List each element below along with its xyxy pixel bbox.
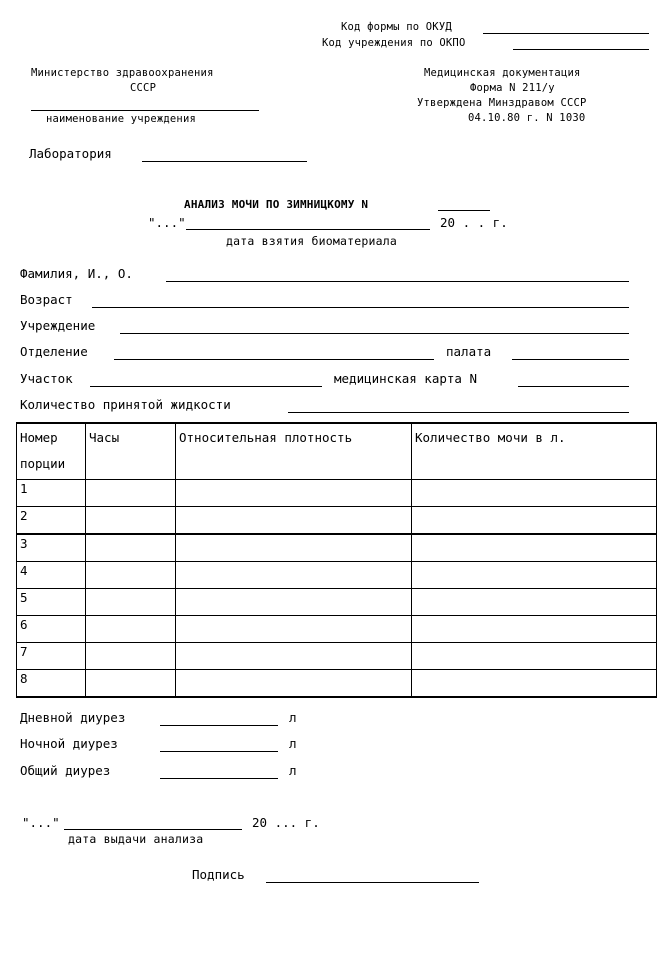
table-row xyxy=(17,507,657,535)
volume-cell[interactable] xyxy=(412,480,657,507)
table-row xyxy=(17,480,657,507)
table-row xyxy=(17,616,657,643)
header-density: Относительная плотность xyxy=(176,423,412,480)
approved-label: Утверждена Минздравом СССР xyxy=(417,97,587,109)
issue-caption: дата выдачи анализа xyxy=(68,832,204,846)
total-diuresis-field[interactable] xyxy=(160,778,278,779)
lab-field[interactable] xyxy=(142,161,307,162)
hours-cell[interactable] xyxy=(86,589,176,616)
density-cell[interactable] xyxy=(176,562,412,589)
density-cell[interactable] xyxy=(176,616,412,643)
issue-date-field[interactable] xyxy=(64,829,242,830)
okpo-label: Код учреждения по ОКПО xyxy=(322,37,466,49)
approved-date: 04.10.80 г. N 1030 xyxy=(468,112,586,124)
portion-number: 8 xyxy=(17,670,86,698)
age-field[interactable] xyxy=(92,307,629,308)
med-card-label: медицинская карта N xyxy=(334,371,477,386)
table-row xyxy=(17,589,657,616)
density-cell[interactable] xyxy=(176,507,412,535)
analysis-number-field[interactable] xyxy=(438,210,490,211)
age-label: Возраст xyxy=(20,292,73,307)
signature-label: Подпись xyxy=(192,867,245,882)
institution-name-field[interactable] xyxy=(31,110,259,111)
volume-cell[interactable] xyxy=(412,507,657,535)
volume-cell[interactable] xyxy=(412,670,657,698)
ward-label: палата xyxy=(446,344,492,359)
hours-cell[interactable] xyxy=(86,670,176,698)
lab-label: Лаборатория xyxy=(29,146,112,161)
portion-number: 7 xyxy=(17,643,86,670)
fio-label: Фамилия, И., О. xyxy=(20,266,133,281)
date-open-quote: "..." xyxy=(148,215,186,230)
density-cell[interactable] xyxy=(176,643,412,670)
issue-open-quote: "..." xyxy=(22,815,60,830)
okud-label: Код формы по ОКУД xyxy=(341,21,452,33)
ward-field[interactable] xyxy=(512,359,629,360)
portion-number: 5 xyxy=(17,589,86,616)
volume-cell[interactable] xyxy=(412,534,657,562)
institution-field[interactable] xyxy=(120,333,629,334)
med-card-field[interactable] xyxy=(518,386,629,387)
density-cell[interactable] xyxy=(176,589,412,616)
ministry-label: Министерство здравоохранения xyxy=(31,67,214,79)
night-diuresis-unit: л xyxy=(289,736,297,751)
hours-cell[interactable] xyxy=(86,643,176,670)
table-row xyxy=(17,562,657,589)
portion-number: 2 xyxy=(17,507,86,535)
portion-number: 1 xyxy=(17,480,86,507)
volume-cell[interactable] xyxy=(412,589,657,616)
form-number: Форма N 211/у xyxy=(470,82,555,94)
hours-cell[interactable] xyxy=(86,507,176,535)
density-cell[interactable] xyxy=(176,480,412,507)
med-doc-label: Медицинская документация xyxy=(424,67,581,79)
table-row xyxy=(17,643,657,670)
department-field[interactable] xyxy=(114,359,434,360)
portion-number: 4 xyxy=(17,562,86,589)
total-diuresis-unit: л xyxy=(289,763,297,778)
institution-label: Учреждение xyxy=(20,318,96,333)
hours-cell[interactable] xyxy=(86,562,176,589)
volume-cell[interactable] xyxy=(412,616,657,643)
day-diuresis-label: Дневной диурез xyxy=(20,710,126,725)
table-row xyxy=(17,670,657,698)
density-cell[interactable] xyxy=(176,534,412,562)
fio-field[interactable] xyxy=(166,281,629,282)
night-diuresis-label: Ночной диурез xyxy=(20,736,118,751)
hours-cell[interactable] xyxy=(86,480,176,507)
day-diuresis-unit: л xyxy=(289,710,297,725)
okpo-field[interactable] xyxy=(513,49,649,50)
district-label: Участок xyxy=(20,371,73,386)
fluid-field[interactable] xyxy=(288,412,629,413)
header-hours: Часы xyxy=(86,423,176,480)
total-diuresis-label: Общий диурез xyxy=(20,763,111,778)
department-label: Отделение xyxy=(20,344,88,359)
fluid-label: Количество принятой жидкости xyxy=(20,397,231,412)
header-portion-number: Номер порции xyxy=(17,423,86,480)
portions-table xyxy=(16,422,657,698)
collection-date-field[interactable] xyxy=(186,229,430,230)
table-row xyxy=(17,534,657,562)
density-cell[interactable] xyxy=(176,670,412,698)
day-diuresis-field[interactable] xyxy=(160,725,278,726)
okud-field[interactable] xyxy=(483,33,649,34)
night-diuresis-field[interactable] xyxy=(160,751,278,752)
institution-caption: наименование учреждения xyxy=(46,113,196,125)
volume-cell[interactable] xyxy=(412,643,657,670)
table-header-row xyxy=(17,423,657,480)
date-year: 20 . . г. xyxy=(440,215,508,230)
header-volume: Количество мочи в л. xyxy=(412,423,657,480)
hours-cell[interactable] xyxy=(86,616,176,643)
portion-number: 3 xyxy=(17,534,86,562)
signature-field[interactable] xyxy=(266,882,479,883)
page-title: АНАЛИЗ МОЧИ ПО ЗИМНИЦКОМУ N xyxy=(184,198,369,211)
hours-cell[interactable] xyxy=(86,534,176,562)
date-caption: дата взятия биоматериала xyxy=(226,234,397,248)
portion-number: 6 xyxy=(17,616,86,643)
ussr-label: СССР xyxy=(130,82,157,94)
district-field[interactable] xyxy=(90,386,322,387)
volume-cell[interactable] xyxy=(412,562,657,589)
issue-year: 20 ... г. xyxy=(252,815,320,830)
